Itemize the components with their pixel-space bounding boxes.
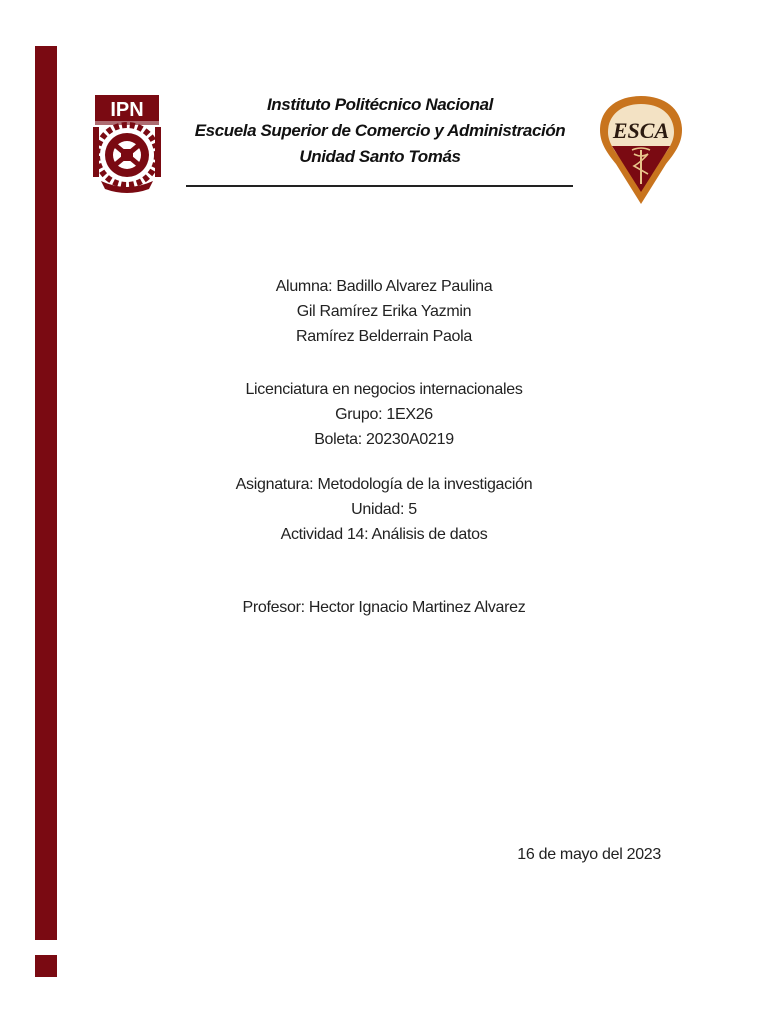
activity-line: Actividad 14: Análisis de datos (280, 526, 488, 543)
institution-name: Instituto Politécnico Nacional (266, 95, 494, 114)
subject-line: Asignatura: Metodología de la investigación (235, 476, 533, 493)
document-date: 16 de mayo del 2023 (517, 846, 661, 863)
esca-logo-text: ESCA (612, 118, 670, 143)
campus-name: Unidad Santo Tomás (299, 147, 461, 166)
institution-header (185, 92, 575, 170)
header-underline (186, 185, 573, 187)
decorative-left-bar (35, 46, 57, 940)
student-line-2: Gil Ramírez Erika Yazmin (296, 303, 472, 320)
professor-block (130, 595, 638, 620)
ipn-logo-text: IPN (110, 99, 144, 121)
group-line: Grupo: 1EX26 (335, 406, 433, 423)
esca-shield-icon (596, 92, 686, 208)
school-name: Escuela Superior de Comercio y Administración (194, 121, 566, 140)
professor-line: Profesor: Hector Ignacio Martinez Alvarez (242, 599, 526, 616)
student-line-1: Alumna: Badillo Alvarez Paulina (275, 278, 493, 295)
program-block (130, 377, 638, 452)
student-line-3: Ramírez Belderrain Paola (296, 328, 472, 345)
decorative-left-square (35, 955, 57, 977)
boleta-line: Boleta: 20230A0219 (314, 431, 454, 448)
unit-line: Unidad: 5 (351, 501, 417, 518)
students-block (130, 274, 638, 349)
ipn-crest-icon (91, 93, 163, 195)
course-block (130, 472, 638, 547)
degree-line: Licenciatura en negocios internacionales (245, 381, 523, 398)
